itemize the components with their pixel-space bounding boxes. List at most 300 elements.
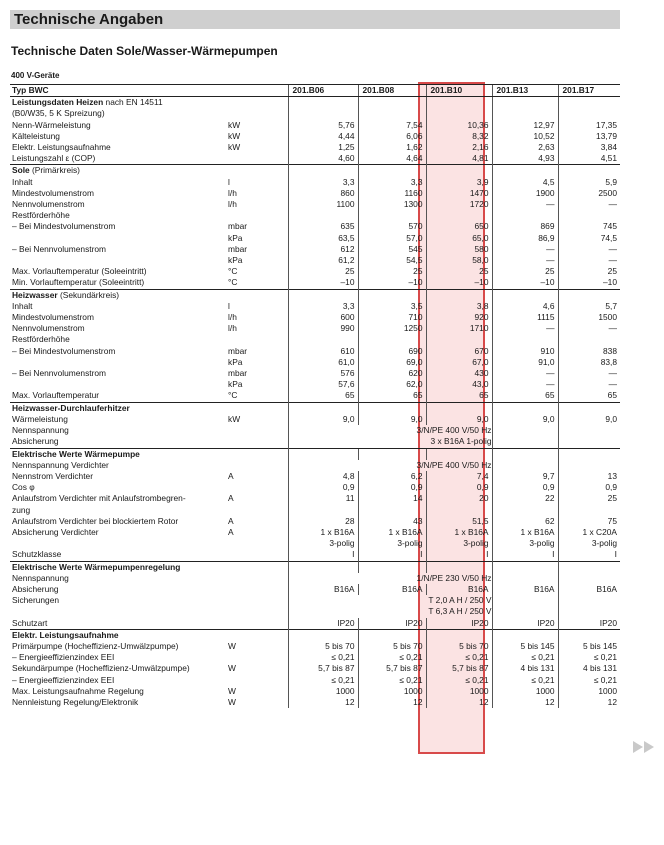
row-value-cell: — xyxy=(558,368,620,379)
row-label: Max. Leistungsaufnahme Regelung xyxy=(12,685,144,696)
row-value-cell: 57,6 xyxy=(288,379,358,390)
row-value-cell: 1 x C20A xyxy=(558,527,620,538)
row-label: – Bei Nennvolumenstrom xyxy=(12,243,107,254)
row-value-cell: 430 xyxy=(426,368,492,379)
row-value-cell: 1 x B16A xyxy=(426,527,492,538)
section-title: Sole xyxy=(12,165,30,176)
row-value-cell: 91,0 xyxy=(492,357,558,368)
row-unit xyxy=(226,584,288,595)
table-row xyxy=(10,675,620,686)
row-value-cell: ≤ 0,21 xyxy=(288,675,358,686)
row-label xyxy=(10,606,226,617)
row-value-cell: 1470 xyxy=(426,188,492,199)
row-unit: kPa xyxy=(228,232,243,243)
row-value-cell: 65 xyxy=(288,390,358,402)
row-value-cell: –10 xyxy=(426,277,492,289)
row-value-cell xyxy=(426,108,492,119)
row-value-cell xyxy=(358,165,426,177)
row-label xyxy=(10,561,226,573)
section-header-row xyxy=(10,448,620,460)
page-title-bar xyxy=(10,10,620,29)
row-value-cell: IP20 xyxy=(558,618,620,630)
row-value-cell xyxy=(492,561,558,573)
row-label: Nennleistung Regelung/Elektronik xyxy=(12,696,139,707)
table-row xyxy=(10,244,620,255)
row-value-cell: 690 xyxy=(358,346,426,357)
row-unit: A xyxy=(228,526,234,537)
row-value-cell: 5,7 xyxy=(558,301,620,312)
row-value-cell: 6,2 xyxy=(358,471,426,482)
table-row xyxy=(10,323,620,334)
section-header-row xyxy=(10,289,620,301)
row-value-cell: 9,0 xyxy=(288,414,358,425)
row-unit: kW xyxy=(228,130,241,141)
table-row xyxy=(10,301,620,312)
table-row xyxy=(10,482,620,493)
table-row xyxy=(10,652,620,663)
section-title: Heizwasser xyxy=(12,289,58,300)
row-unit: mbar xyxy=(228,221,248,232)
row-unit xyxy=(226,425,288,436)
row-unit: l xyxy=(228,176,230,187)
row-value-cell xyxy=(426,505,492,516)
table-row xyxy=(10,177,620,188)
row-value-cell: 5 bis 145 xyxy=(492,641,558,652)
table-row xyxy=(10,505,620,516)
row-unit xyxy=(226,436,288,448)
header-type: Typ BWC xyxy=(10,85,226,97)
row-value-cell: 51,5 xyxy=(426,516,492,527)
row-value-cell: 2,63 xyxy=(492,142,558,153)
row-unit xyxy=(226,595,288,606)
row-value-cell: 1 x B16A xyxy=(492,527,558,538)
page-title: Technische Angaben xyxy=(14,11,164,28)
row-value-cell: 25 xyxy=(492,266,558,277)
row-label: Min. Vorlauftemperatur (Soleeintritt) xyxy=(12,277,145,288)
row-value-cell: 1160 xyxy=(358,188,426,199)
table-row xyxy=(10,493,620,504)
row-value-cell xyxy=(426,334,492,345)
row-label: Absicherung Verdichter xyxy=(12,526,99,537)
section-title: Leistungsdaten Heizen xyxy=(12,97,104,108)
row-value-cell: ≤ 0,21 xyxy=(426,675,492,686)
row-value-cell xyxy=(558,505,620,516)
row-value-cell xyxy=(492,165,558,177)
section-header-row xyxy=(10,629,620,641)
row-value-cell: 7,4 xyxy=(426,471,492,482)
row-value-cell xyxy=(288,108,358,119)
row-value-cell: 67,0 xyxy=(426,357,492,368)
row-unit xyxy=(226,573,288,584)
row-label: – Energieeffizienzindex EEI xyxy=(12,674,115,685)
table-row xyxy=(10,346,620,357)
table-row xyxy=(10,108,620,119)
row-label: Primärpumpe (Hocheffizienz-Umwälzpumpe) xyxy=(12,640,179,651)
row-label: – Energieeffizienzindex EEI xyxy=(12,652,115,663)
row-value-cell: 65,0 xyxy=(426,233,492,244)
row-value-cell: 4 bis 131 xyxy=(492,663,558,674)
row-unit xyxy=(226,675,288,686)
row-value-cell: 5,76 xyxy=(288,120,358,131)
row-label: Nennspannung xyxy=(12,572,69,583)
row-label: Nennspannung Verdichter xyxy=(12,459,109,470)
row-unit: °C xyxy=(228,390,238,401)
row-label: Cos φ xyxy=(12,482,35,493)
row-value-cell xyxy=(558,165,620,177)
table-row xyxy=(10,516,620,527)
row-value-cell xyxy=(492,210,558,221)
row-value-cell: 65 xyxy=(358,390,426,402)
section-label: 400 V-Geräte xyxy=(11,71,60,80)
row-value-cell: 4,64 xyxy=(358,153,426,165)
row-value-cell: 1,62 xyxy=(358,142,426,153)
row-value-cell: 25 xyxy=(426,266,492,277)
row-value-cell: 12 xyxy=(358,697,426,708)
table-row xyxy=(10,697,620,708)
section-header-row xyxy=(10,402,620,414)
row-unit: l/h xyxy=(228,323,237,334)
row-value-cell: ≤ 0,21 xyxy=(426,652,492,663)
row-value-cell: 25 xyxy=(558,493,620,504)
row-label: Elektr. Leistungsaufnahme xyxy=(12,142,111,153)
row-value-cell: 3,8 xyxy=(426,301,492,312)
row-value-cell: 10,36 xyxy=(426,120,492,131)
row-span-value: 1/N/PE 230 V/50 Hz xyxy=(288,573,492,584)
row-value-cell: 1710 xyxy=(426,323,492,334)
row-value-cell xyxy=(558,629,620,641)
row-value-cell xyxy=(426,165,492,177)
row-unit xyxy=(226,606,288,617)
row-unit xyxy=(226,108,288,119)
row-value-cell: ≤ 0,21 xyxy=(492,652,558,663)
row-unit xyxy=(226,97,288,109)
row-value-cell: 576 xyxy=(288,368,358,379)
row-value-cell: 3-polig xyxy=(358,538,426,549)
row-value-cell: — xyxy=(558,255,620,266)
row-value-cell: 5,7 bis 87 xyxy=(288,663,358,674)
row-value-cell: 43,0 xyxy=(426,379,492,390)
row-value-cell: B16A xyxy=(288,584,358,595)
row-value-cell xyxy=(558,97,620,109)
row-value-cell: 1000 xyxy=(288,686,358,697)
row-value-cell xyxy=(426,629,492,641)
row-label xyxy=(10,97,226,109)
row-value-cell: 5 bis 70 xyxy=(288,641,358,652)
row-value-cell xyxy=(492,436,558,448)
row-value-cell: 0,9 xyxy=(426,482,492,493)
row-value-cell: 0,9 xyxy=(288,482,358,493)
row-label: Anlaufstrom Verdichter bei blockiertem Rotor xyxy=(12,515,179,526)
row-unit: mbar xyxy=(228,345,248,356)
row-value-cell: 2,16 xyxy=(426,142,492,153)
table-row xyxy=(10,538,620,549)
row-value-cell: 745 xyxy=(558,221,620,232)
row-value-cell: IP20 xyxy=(358,618,426,630)
row-unit: °C xyxy=(228,277,238,288)
row-unit: l/h xyxy=(228,187,237,198)
row-value-cell: 4,5 xyxy=(492,177,558,188)
row-value-cell: 3,9 xyxy=(426,177,492,188)
row-value-cell: 1720 xyxy=(426,199,492,210)
row-label: Wärmeleistung xyxy=(12,413,68,424)
row-value-cell: 12 xyxy=(558,697,620,708)
row-value-cell xyxy=(358,210,426,221)
row-value-cell: ≤ 0,21 xyxy=(288,652,358,663)
row-value-cell: — xyxy=(492,368,558,379)
row-value-cell: 61,2 xyxy=(288,255,358,266)
row-value-cell: 62,0 xyxy=(358,379,426,390)
row-value-cell: 12,97 xyxy=(492,120,558,131)
section-subtitle: nach EN 14511 xyxy=(103,97,163,108)
row-value-cell: 0,9 xyxy=(558,482,620,493)
row-unit xyxy=(226,334,288,345)
row-label xyxy=(10,357,226,368)
row-value-cell: 990 xyxy=(288,323,358,334)
row-value-cell: — xyxy=(492,244,558,255)
row-value-cell xyxy=(492,448,558,460)
row-value-cell: ≤ 0,21 xyxy=(558,675,620,686)
row-value-cell: 580 xyxy=(426,244,492,255)
row-value-cell xyxy=(558,561,620,573)
row-value-cell xyxy=(492,505,558,516)
row-label: Sekundärpumpe (Hocheffizienz-Umwälzpumpe) xyxy=(12,663,190,674)
row-value-cell: 635 xyxy=(288,221,358,232)
row-value-cell: ≤ 0,21 xyxy=(358,652,426,663)
row-value-cell: 860 xyxy=(288,188,358,199)
row-value-cell xyxy=(288,97,358,109)
row-value-cell xyxy=(426,402,492,414)
row-label: Absicherung xyxy=(12,436,59,447)
row-value-cell: 1000 xyxy=(426,686,492,697)
row-value-cell: 5,9 xyxy=(558,177,620,188)
row-value-cell: 3-polig xyxy=(288,538,358,549)
row-unit: W xyxy=(228,696,236,707)
row-value-cell xyxy=(558,606,620,617)
row-value-cell xyxy=(558,448,620,460)
table-row xyxy=(10,188,620,199)
row-value-cell: 4 bis 131 xyxy=(558,663,620,674)
row-label: Inhalt xyxy=(12,300,33,311)
row-value-cell: 25 xyxy=(358,266,426,277)
row-value-cell: B16A xyxy=(358,584,426,595)
row-label: Restförderhöhe xyxy=(12,334,70,345)
row-value-cell: 7,54 xyxy=(358,120,426,131)
row-value-cell xyxy=(358,402,426,414)
table-row xyxy=(10,460,620,471)
header-model: 201.B17 xyxy=(558,85,620,97)
row-value-cell: 9,0 xyxy=(558,414,620,425)
row-value-cell xyxy=(358,629,426,641)
table-row xyxy=(10,255,620,266)
row-value-cell xyxy=(358,505,426,516)
table-row xyxy=(10,595,620,606)
row-value-cell xyxy=(426,97,492,109)
row-value-cell: I xyxy=(492,549,558,561)
row-value-cell: — xyxy=(492,379,558,390)
row-value-cell: 920 xyxy=(426,312,492,323)
row-value-cell: 3-polig xyxy=(492,538,558,549)
row-unit xyxy=(226,538,288,549)
row-value-cell xyxy=(558,436,620,448)
section-title: Elektrische Werte Wärmepumpenregelung xyxy=(12,561,181,572)
section-title: Heizwasser-Durchlauferhitzer xyxy=(12,402,130,413)
row-value-cell xyxy=(426,561,492,573)
row-value-cell: 3-polig xyxy=(558,538,620,549)
row-value-cell xyxy=(558,210,620,221)
row-value-cell xyxy=(492,573,558,584)
table-row xyxy=(10,199,620,210)
table-row xyxy=(10,686,620,697)
table-row xyxy=(10,131,620,142)
row-value-cell: I xyxy=(558,549,620,561)
row-value-cell xyxy=(558,425,620,436)
row-value-cell xyxy=(558,334,620,345)
row-value-cell: 1500 xyxy=(558,312,620,323)
row-value-cell: 12 xyxy=(288,697,358,708)
row-value-cell: 1300 xyxy=(358,199,426,210)
row-unit xyxy=(226,289,288,301)
row-value-cell: 83,8 xyxy=(558,357,620,368)
table-row xyxy=(10,210,620,221)
subtitle: Technische Daten Sole/Wasser-Wärmepumpen xyxy=(11,44,278,58)
row-value-cell: 5,7 bis 87 xyxy=(426,663,492,674)
row-value-cell xyxy=(492,606,558,617)
row-value-cell: ≤ 0,21 xyxy=(492,675,558,686)
row-value-cell xyxy=(426,289,492,301)
row-value-cell: 69,0 xyxy=(358,357,426,368)
row-label: Nennstrom Verdichter xyxy=(12,470,93,481)
row-value-cell: 3,3 xyxy=(288,301,358,312)
row-unit: kPa xyxy=(228,379,243,390)
row-label xyxy=(10,289,226,301)
row-value-cell: 1000 xyxy=(558,686,620,697)
row-value-cell xyxy=(492,97,558,109)
row-value-cell: 74,5 xyxy=(558,233,620,244)
row-value-cell: 3,84 xyxy=(558,142,620,153)
table-row xyxy=(10,379,620,390)
table-row xyxy=(10,390,620,402)
row-value-cell: 710 xyxy=(358,312,426,323)
row-value-cell: 1250 xyxy=(358,323,426,334)
row-value-cell: 4,6 xyxy=(492,301,558,312)
row-value-cell xyxy=(558,595,620,606)
row-value-cell: 838 xyxy=(558,346,620,357)
row-label: Schutzart xyxy=(12,617,48,628)
row-value-cell: 3-polig xyxy=(426,538,492,549)
row-value-cell: 2500 xyxy=(558,188,620,199)
table-row xyxy=(10,368,620,379)
row-span-value: 3 x B16A 1-polig xyxy=(288,436,492,448)
row-value-cell xyxy=(288,561,358,573)
header-model: 201.B10 xyxy=(426,85,492,97)
header-model: 201.B06 xyxy=(288,85,358,97)
row-label: zung xyxy=(12,504,31,515)
row-value-cell: 1 x B16A xyxy=(358,527,426,538)
row-value-cell xyxy=(288,210,358,221)
row-unit: W xyxy=(228,663,236,674)
row-value-cell xyxy=(492,460,558,471)
row-label: Sicherungen xyxy=(12,595,60,606)
row-value-cell: 22 xyxy=(492,493,558,504)
row-value-cell xyxy=(492,402,558,414)
row-label: Nennvolumenstrom xyxy=(12,199,85,210)
row-value-cell: 910 xyxy=(492,346,558,357)
table-row xyxy=(10,606,620,617)
row-value-cell: 25 xyxy=(558,266,620,277)
row-unit xyxy=(226,210,288,221)
row-value-cell: 12 xyxy=(426,697,492,708)
table-row xyxy=(10,142,620,153)
row-value-cell: 3,3 xyxy=(288,177,358,188)
row-value-cell xyxy=(558,402,620,414)
row-label xyxy=(10,402,226,414)
row-label: Mindestvolumenstrom xyxy=(12,187,94,198)
row-value-cell: 9,0 xyxy=(358,414,426,425)
row-value-cell xyxy=(492,425,558,436)
row-value-cell: IP20 xyxy=(492,618,558,630)
row-value-cell: 0,9 xyxy=(358,482,426,493)
row-value-cell xyxy=(358,108,426,119)
row-value-cell: 1100 xyxy=(288,199,358,210)
row-label: Restförderhöhe xyxy=(12,210,70,221)
row-value-cell xyxy=(288,334,358,345)
row-unit xyxy=(226,652,288,663)
row-value-cell: — xyxy=(558,244,620,255)
row-value-cell: 13 xyxy=(558,471,620,482)
row-value-cell: 4,44 xyxy=(288,131,358,142)
row-value-cell: — xyxy=(558,199,620,210)
row-value-cell xyxy=(358,289,426,301)
row-unit xyxy=(226,482,288,493)
row-value-cell: 63,5 xyxy=(288,233,358,244)
row-value-cell: — xyxy=(558,379,620,390)
section-subtitle: (Primärkreis) xyxy=(29,165,80,176)
row-value-cell: 5 bis 145 xyxy=(558,641,620,652)
row-value-cell: B16A xyxy=(426,584,492,595)
row-label xyxy=(10,448,226,460)
row-value-cell: 5 bis 70 xyxy=(426,641,492,652)
row-value-cell: 9,0 xyxy=(492,414,558,425)
row-value-cell: 9,0 xyxy=(426,414,492,425)
section-title: Elektr. Leistungsaufnahme xyxy=(12,629,119,640)
row-value-cell: 6,06 xyxy=(358,131,426,142)
row-value-cell xyxy=(288,289,358,301)
row-value-cell: 9,7 xyxy=(492,471,558,482)
next-page-arrows-icon[interactable] xyxy=(633,741,655,753)
row-value-cell: ≤ 0,21 xyxy=(558,652,620,663)
row-value-cell: 5 bis 70 xyxy=(358,641,426,652)
row-span-value: 3/N/PE 400 V/50 Hz xyxy=(288,460,492,471)
table-row xyxy=(10,549,620,561)
row-value-cell: 20 xyxy=(426,493,492,504)
section-header-row xyxy=(10,561,620,573)
table-row xyxy=(10,266,620,277)
row-value-cell: 57,0 xyxy=(358,233,426,244)
row-value-cell: 612 xyxy=(288,244,358,255)
row-value-cell: 54,5 xyxy=(358,255,426,266)
header-model: 201.B08 xyxy=(358,85,426,97)
row-unit xyxy=(226,448,288,460)
row-value-cell: 65 xyxy=(426,390,492,402)
header-unit xyxy=(226,85,288,97)
row-value-cell: 1 x B16A xyxy=(288,527,358,538)
row-value-cell xyxy=(358,448,426,460)
row-value-cell: –10 xyxy=(492,277,558,289)
table-row xyxy=(10,663,620,674)
row-value-cell: 1,25 xyxy=(288,142,358,153)
row-value-cell xyxy=(288,402,358,414)
row-label: – Bei Mindestvolumenstrom xyxy=(12,221,116,232)
